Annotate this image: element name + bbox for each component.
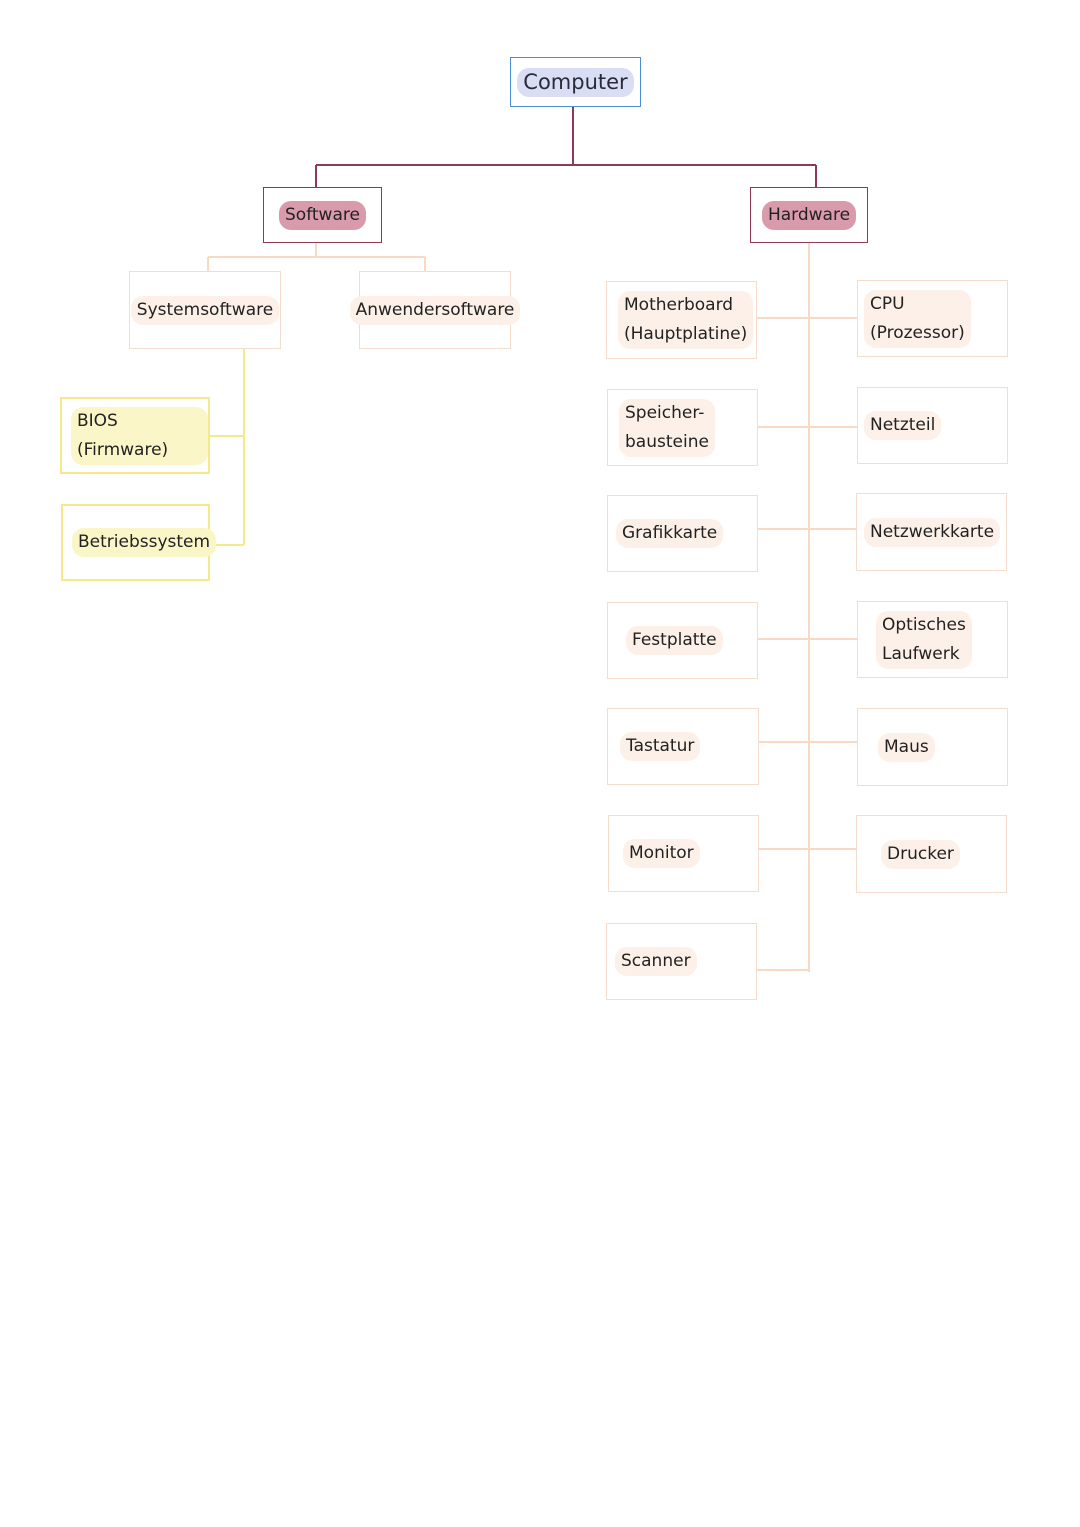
node-systemsoftware (129, 271, 281, 349)
node-motherboard-label: Motherboard (Hauptplatine) (618, 291, 753, 349)
node-maus-label: Maus (878, 733, 935, 762)
node-bios (60, 397, 210, 474)
connector-hardware-branches (757, 318, 857, 970)
node-software-label: Software (279, 201, 366, 230)
node-betriebssystem (61, 504, 210, 581)
node-software (263, 187, 382, 243)
node-speicherbausteine (607, 389, 758, 466)
node-anwendersoftware (355, 271, 515, 349)
node-festplatte (607, 602, 758, 679)
node-netzteil-label: Netzteil (864, 411, 941, 440)
node-monitor-label: Monitor (623, 839, 700, 868)
connector-systemsoftware (210, 349, 244, 545)
node-systemsoftware-label: Systemsoftware (131, 296, 279, 325)
connector-computer (316, 107, 816, 187)
node-bios-label: BIOS (Firmware) (71, 407, 208, 465)
node-speicherbausteine-label: Speicher- bausteine (619, 399, 715, 457)
node-scanner-label: Scanner (615, 947, 697, 976)
node-computer-label: Computer (517, 68, 633, 97)
node-optisches-laufwerk-label: Optisches Laufwerk (876, 611, 972, 669)
node-festplatte-label: Festplatte (626, 626, 723, 655)
node-netzteil (857, 387, 1008, 464)
node-motherboard (606, 281, 757, 359)
node-grafikkarte (607, 495, 758, 572)
node-cpu (857, 280, 1008, 357)
node-netzwerkkarte-label: Netzwerkkarte (864, 518, 1000, 547)
node-betriebssystem-label: Betriebssystem (72, 528, 216, 557)
connector-software (208, 243, 425, 271)
node-hardware-label: Hardware (762, 201, 856, 230)
node-grafikkarte-label: Grafikkarte (616, 519, 723, 548)
node-tastatur-label: Tastatur (620, 732, 700, 761)
node-netzwerkkarte (856, 493, 1007, 571)
node-hardware (750, 187, 868, 243)
node-anwendersoftware-label: Anwendersoftware (350, 296, 521, 325)
node-cpu-label: CPU (Prozessor) (864, 290, 971, 348)
node-monitor (608, 815, 759, 892)
node-scanner (606, 923, 757, 1000)
node-drucker-label: Drucker (881, 840, 960, 869)
node-drucker (856, 815, 1007, 893)
node-maus (857, 708, 1008, 786)
node-optisches-laufwerk (857, 601, 1008, 678)
node-tastatur (607, 708, 759, 785)
node-computer (510, 57, 641, 107)
